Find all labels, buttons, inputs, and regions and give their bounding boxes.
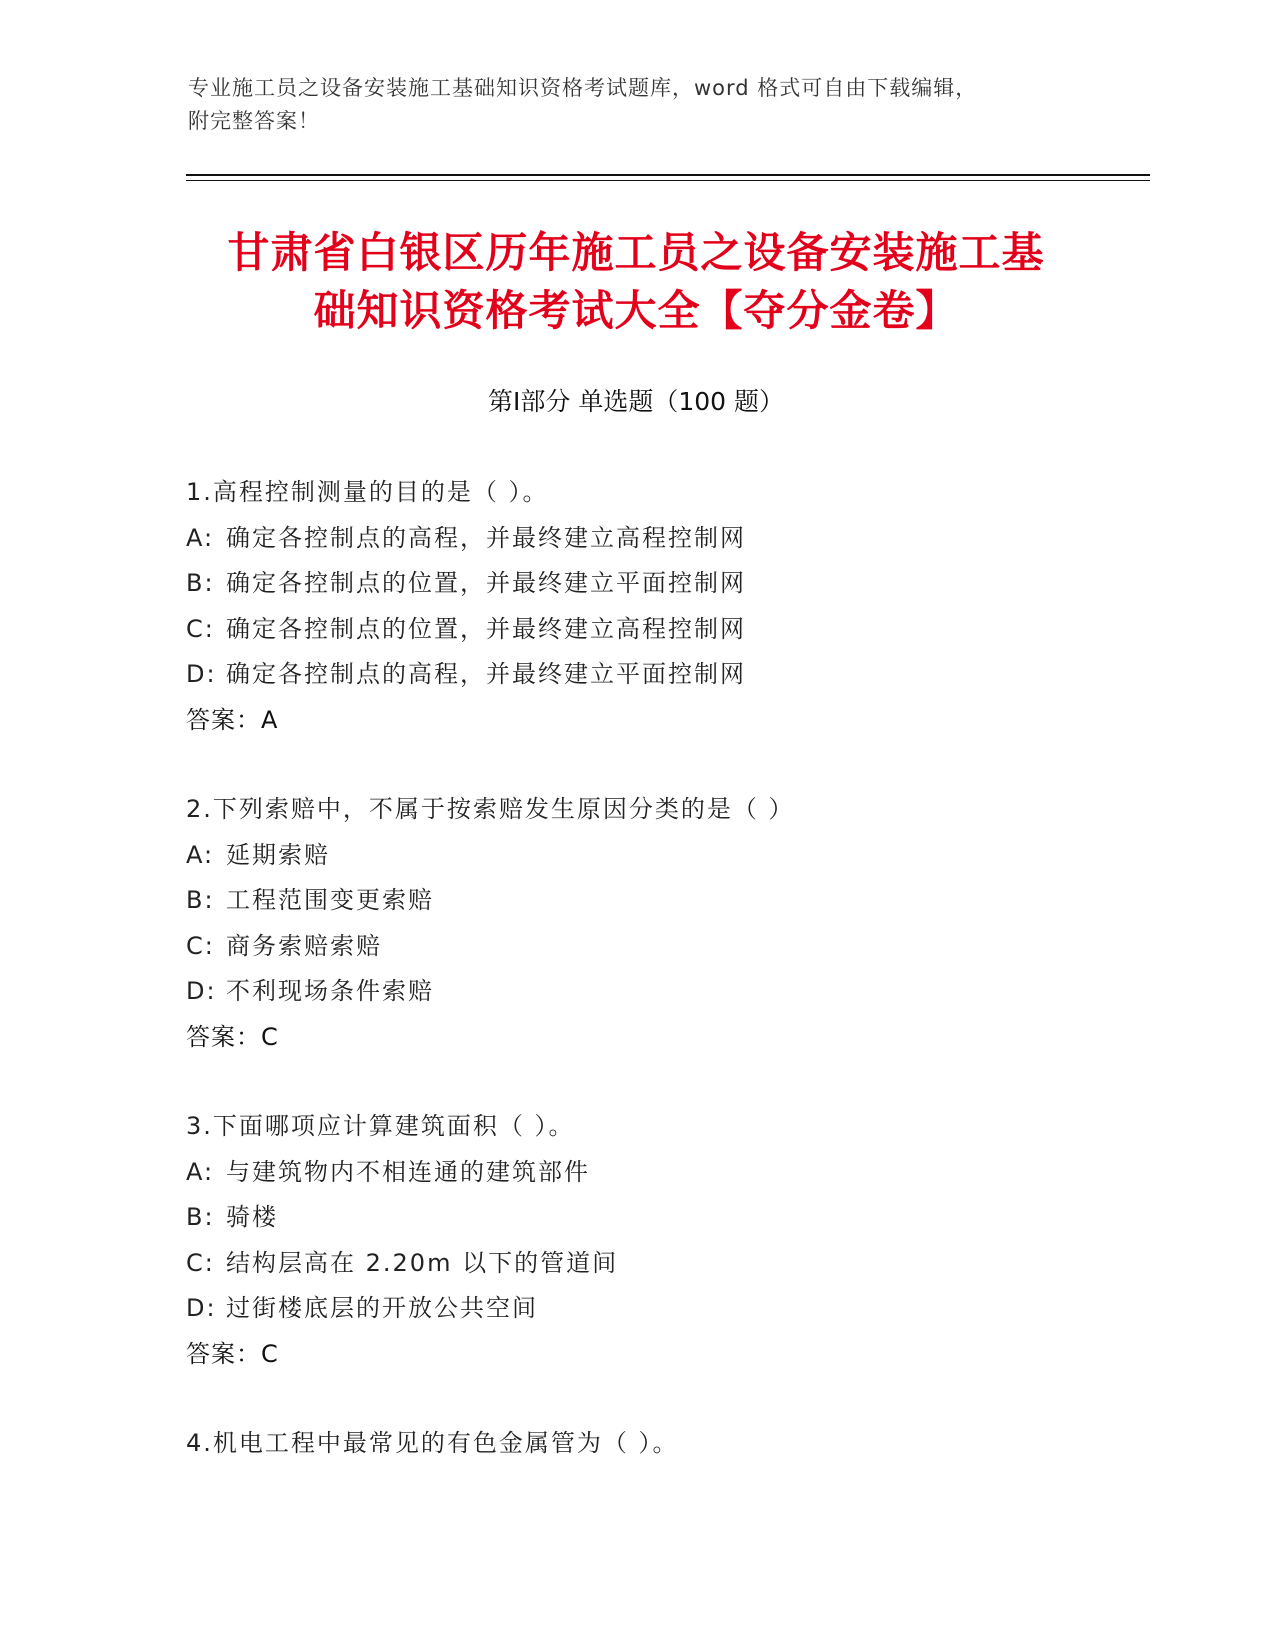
answer: 答案：C xyxy=(186,1022,279,1051)
header-note xyxy=(188,72,1088,138)
option-letter: B: xyxy=(186,569,215,597)
option-a xyxy=(186,833,1136,879)
option-text: 不利现场条件索赔 xyxy=(226,977,434,1005)
option-a xyxy=(186,516,1136,562)
header-rule-thin xyxy=(186,180,1150,181)
option-letter: A: xyxy=(186,840,215,869)
question-stem: 4.机电工程中最常见的有色金属管为（ ）。 xyxy=(186,1429,679,1457)
option-letter: B: xyxy=(186,886,215,914)
question-stem: 2.下列索赔中，不属于按索赔发生原因分类的是（ ） xyxy=(186,795,795,823)
document-title xyxy=(186,224,1086,340)
option-a xyxy=(186,1150,1136,1196)
option-letter: B: xyxy=(186,1203,215,1231)
answer: 答案：C xyxy=(186,1339,279,1368)
header-note-line-2: 附完整答案！ xyxy=(188,109,320,133)
option-letter: D: xyxy=(186,1294,217,1322)
option-letter: C: xyxy=(186,931,215,960)
option-text: 确定各控制点的位置，并最终建立平面控制网 xyxy=(226,569,746,597)
question-list xyxy=(186,470,1136,1511)
option-text: 工程范围变更索赔 xyxy=(226,886,434,914)
option-b xyxy=(186,1195,1136,1241)
document-title-line-2: 础知识资格考试大全【夺分金卷】 xyxy=(313,286,959,335)
option-d xyxy=(186,652,1136,698)
question-3 xyxy=(186,1104,1136,1377)
option-text: 与建筑物内不相连通的建筑部件 xyxy=(226,1157,590,1186)
section-heading: 第Ⅰ部分 单选题（100 题） xyxy=(488,387,784,416)
option-d xyxy=(186,1286,1136,1332)
option-text: 商务索赔索赔 xyxy=(226,931,382,960)
option-text: 结构层高在 2.20m 以下的管道间 xyxy=(226,1248,619,1277)
option-b xyxy=(186,878,1136,924)
option-c xyxy=(186,924,1136,970)
question-4 xyxy=(186,1421,1136,1467)
option-d xyxy=(186,969,1136,1015)
option-text: 确定各控制点的位置，并最终建立高程控制网 xyxy=(226,614,746,643)
option-text: 过街楼底层的开放公共空间 xyxy=(226,1294,538,1322)
option-letter: D: xyxy=(186,660,217,688)
question-stem: 1.高程控制测量的目的是（ ）。 xyxy=(186,478,549,506)
option-text: 确定各控制点的高程，并最终建立平面控制网 xyxy=(226,660,746,688)
option-letter: A: xyxy=(186,1157,215,1186)
option-letter: C: xyxy=(186,614,215,643)
answer: 答案：A xyxy=(186,705,279,734)
question-1 xyxy=(186,470,1136,743)
option-b xyxy=(186,561,1136,607)
question-2 xyxy=(186,787,1136,1060)
option-letter: A: xyxy=(186,523,215,552)
option-c xyxy=(186,607,1136,653)
option-letter: D: xyxy=(186,977,217,1005)
question-stem: 3.下面哪项应计算建筑面积（ ）。 xyxy=(186,1112,575,1140)
option-text: 骑楼 xyxy=(226,1203,278,1231)
header-rule-thick xyxy=(186,174,1150,176)
option-text: 确定各控制点的高程，并最终建立高程控制网 xyxy=(226,523,746,552)
document-title-line-1: 甘肃省白银区历年施工员之设备安装施工基 xyxy=(227,228,1045,277)
option-text: 延期索赔 xyxy=(226,840,330,869)
option-c xyxy=(186,1241,1136,1287)
option-letter: C: xyxy=(186,1248,215,1277)
header-note-line-1: 专业施工员之设备安装施工基础知识资格考试题库，word 格式可自由下载编辑， xyxy=(188,76,978,100)
